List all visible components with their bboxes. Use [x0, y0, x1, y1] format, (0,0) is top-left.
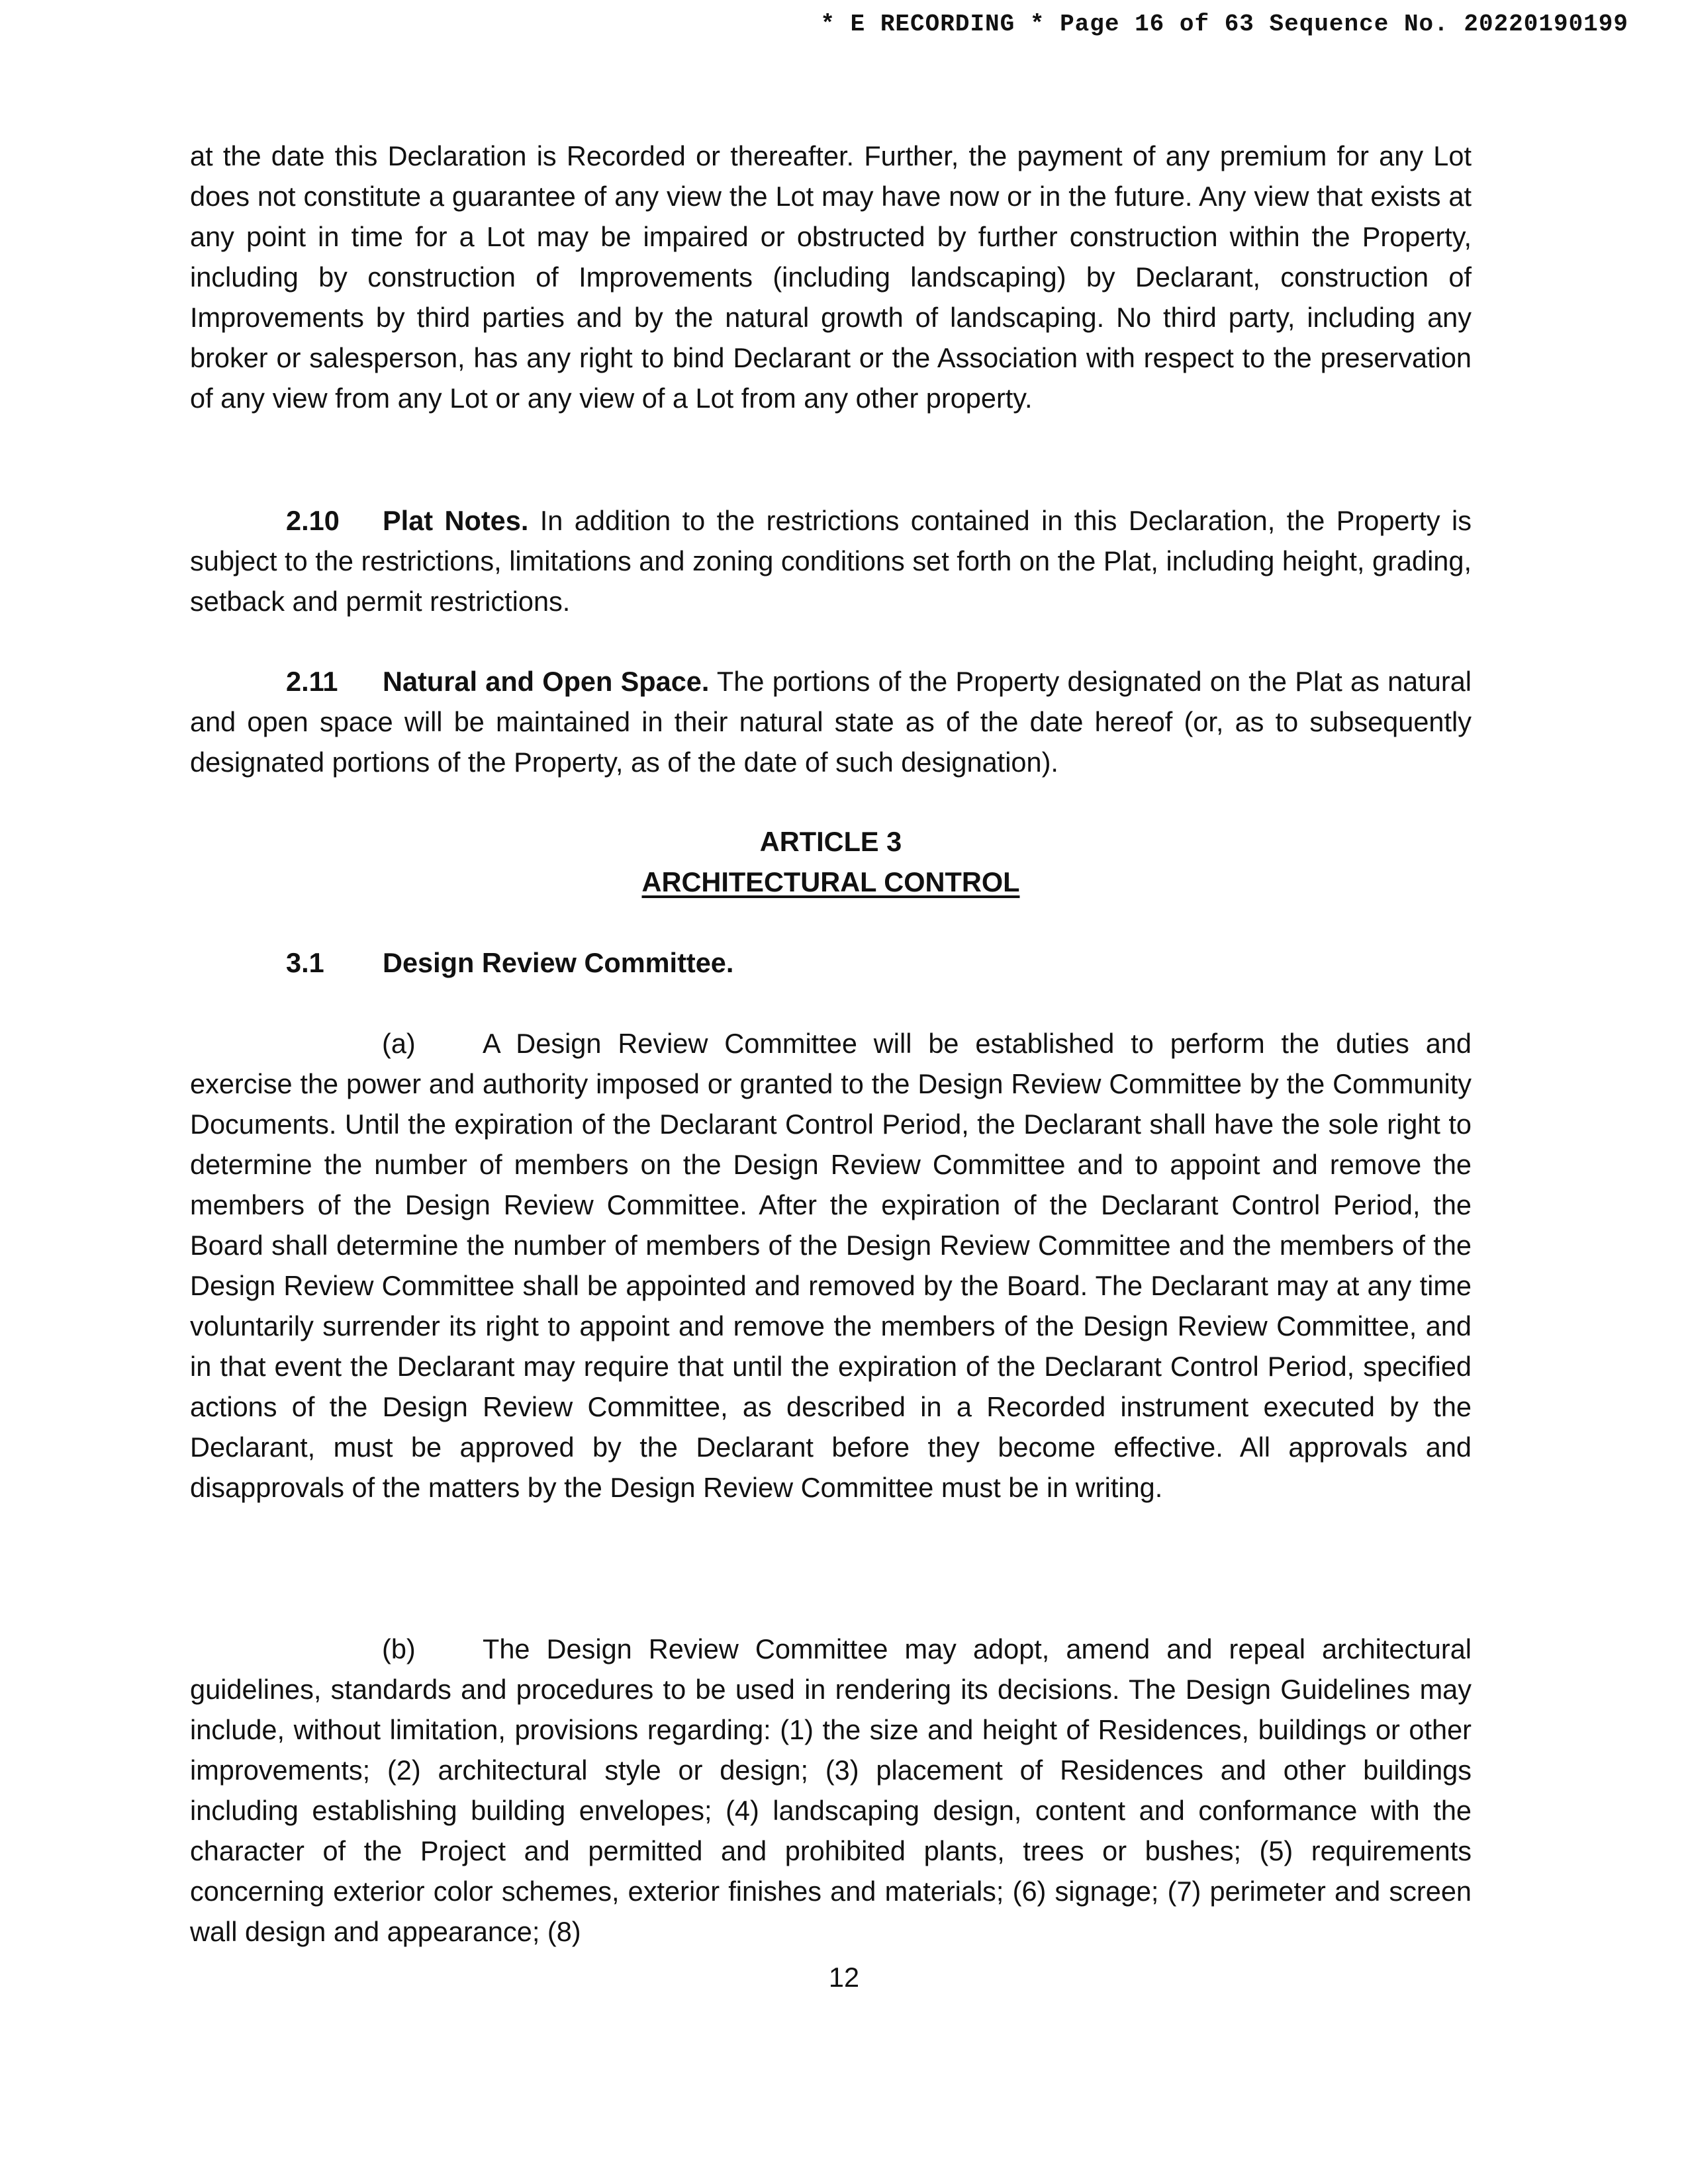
article-title: ARCHITECTURAL CONTROL	[641, 866, 1020, 897]
section-2-10-title: Plat Notes.	[383, 505, 529, 536]
section-2-11-text: The portions of the Property designated on the Plat as natural and open space will be maintained in their natural state as of the date hereof (or, as to subsequently designated portions of the Property, as of the date of such designation).	[190, 666, 1472, 778]
continuation-paragraph: at the date this Declaration is Recorded or thereafter. Further, the payment of any premium for any Lot does not constitute a guarantee of any view the Lot may have now or in the future. Any view that exists at any point in time for a Lot may be impaired or obstructed by further construction within the Property, including by construction of Improvements (including landscaping) by Declarant, construction of Improvements by third parties and by the natural growth of landscaping. No third party, including any broker or salesperson, has any right to bind Declarant or the Association with respect to the preservation of any view from any Lot or any view of a Lot from any other property.	[190, 140, 1472, 414]
page-number: 12	[828, 1962, 860, 1993]
section-3-1-a-text: A Design Review Committee will be established to perform the duties and exercise the power and authority imposed or granted to the Design Review Committee by the Community Documents. Until the expiration of the Declarant Control Period, the Declarant shall have the sole right to determine the number of members on the Design Review Committee and to appoint and remove the members of the Design Review Committee. After the expiration of the Declarant Control Period, the Board shall determine the number of members of the Design Review Committee and the members of the Design Review Committee shall be appointed and removed by the Board. The Declarant may at any time voluntarily surrender its right to appoint and remove the members of the Design Review Committee, and in that event the Declarant may require that until the expiration of the Declarant Control Period, specified actions of the Design Review Committee, as described in a Recorded instrument executed by the Declarant, must be approved by the Declarant before they become effective. All approvals and disapprovals of the matters by the Design Review Committee must be in writing.	[190, 1028, 1472, 1503]
section-3-1-a-label: (a)	[382, 1028, 416, 1059]
section-3-1-title: Design Review Committee.	[383, 947, 734, 978]
section-2-11-title: Natural and Open Space.	[383, 666, 710, 697]
article-label: ARTICLE 3	[759, 826, 902, 857]
section-2-10-text: In addition to the restrictions contained in this Declaration, the Property is subject to the restrictions, limitations and zoning conditions set forth on the Plat, including height, grading, setback and permit restrictions.	[190, 505, 1472, 617]
section-3-1-heading	[190, 942, 1472, 983]
recording-header: * E RECORDING * Page 16 of 63 Sequence No. 20220190199	[820, 11, 1628, 38]
section-3-1-a-paragraph	[190, 1023, 1472, 1508]
section-3-1-b-text: The Design Review Committee may adopt, amend and repeal architectural guidelines, standards and procedures to be used in rendering its decisions. The Design Guidelines may include, without limitation, provisions regarding: (1) the size and height of Residences, buildings or other improvements; (2) architectural style or design; (3) placement of Residences and other buildings including establishing building envelopes; (4) landscaping design, content and conformance with the character of the Project and permitted and prohibited plants, trees or bushes; (5) requirements concerning exterior color schemes, exterior finishes and materials; (6) signage; (7) perimeter and screen wall design and appearance; (8)	[190, 1633, 1472, 1947]
article-heading	[190, 821, 1472, 902]
section-2-10-paragraph	[190, 500, 1472, 621]
section-2-11-number: 2.11	[286, 666, 338, 697]
section-3-1-b-label: (b)	[382, 1633, 416, 1664]
section-2-11-paragraph	[190, 661, 1472, 782]
section-3-1-b-paragraph	[190, 1629, 1472, 1952]
section-3-1-number: 3.1	[286, 947, 324, 978]
section-2-10-number: 2.10	[286, 505, 340, 536]
